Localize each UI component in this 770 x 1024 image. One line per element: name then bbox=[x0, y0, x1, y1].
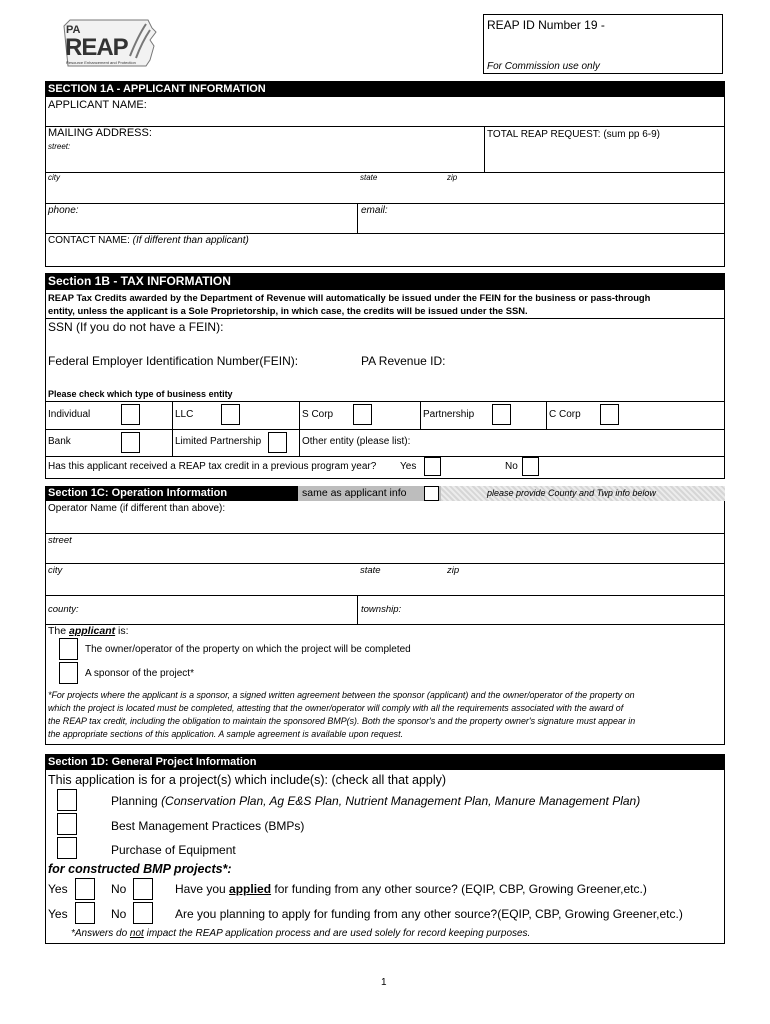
email-label: email: bbox=[361, 205, 388, 216]
commission-note: For Commission use only bbox=[487, 61, 600, 72]
section-1a-header: SECTION 1A - APPLICANT INFORMATION bbox=[45, 81, 725, 97]
contact-name-label: CONTACT NAME: (If different than applicant) bbox=[48, 235, 249, 246]
same-as-label: same as applicant info bbox=[302, 487, 407, 499]
answers-note: *Answers do not impact the REAP application process and are used solely for record keeping purposes. bbox=[71, 928, 531, 939]
prev-credit-yes-checkbox[interactable] bbox=[424, 457, 441, 476]
owner-operator-checkbox[interactable] bbox=[59, 638, 78, 660]
op-county-label: county: bbox=[48, 604, 79, 615]
prev-credit-no-checkbox[interactable] bbox=[522, 457, 539, 476]
mailing-address-label: MAILING ADDRESS: bbox=[48, 127, 152, 139]
page-number: 1 bbox=[381, 977, 387, 988]
op-zip-label: zip bbox=[447, 565, 460, 576]
entity-scorp-label: S Corp bbox=[302, 409, 334, 420]
tax-note-line2: entity, unless the applicant is a Sole Proprietorship, in which case, the credits will be issued under the SSN. bbox=[48, 305, 528, 316]
entity-partnership-checkbox[interactable] bbox=[492, 404, 511, 425]
entity-llc-checkbox[interactable] bbox=[221, 404, 240, 425]
entity-partnership-label: Partnership bbox=[423, 409, 475, 420]
op-street-label: street bbox=[48, 535, 72, 546]
phone-label: phone: bbox=[48, 205, 79, 216]
owner-operator-label: The owner/operator of the property on which the project will be completed bbox=[85, 644, 411, 655]
entity-scorp-checkbox[interactable] bbox=[353, 404, 372, 425]
total-request-label: TOTAL REAP REQUEST: (sum pp 6-9) bbox=[487, 129, 661, 140]
op-state-label: state bbox=[360, 565, 381, 576]
applicant-is-label: The applicant is: bbox=[48, 625, 129, 637]
q1-yes-label: Yes bbox=[48, 882, 68, 896]
fein-label: Federal Employer Identification Number(FEIN): bbox=[48, 354, 299, 368]
prev-credit-yes-label: Yes bbox=[400, 461, 417, 472]
bmp-checkbox[interactable] bbox=[57, 813, 77, 835]
section-1b-header: Section 1B - TAX INFORMATION bbox=[45, 273, 725, 290]
street-label: street: bbox=[48, 142, 71, 151]
op-township-label: township: bbox=[361, 604, 402, 615]
zip-label: zip bbox=[447, 173, 458, 182]
logo-pa: PA bbox=[66, 24, 81, 36]
section-1d-header: Section 1D: General Project Information bbox=[45, 754, 725, 770]
q2-no-label: No bbox=[111, 907, 127, 921]
q2-no-checkbox[interactable] bbox=[133, 902, 153, 924]
check-entity-label: Please check which type of business entity bbox=[48, 389, 233, 399]
logo-reap: REAP bbox=[65, 34, 128, 61]
operator-name-label: Operator Name (if different than above): bbox=[48, 503, 226, 514]
entity-ccorp-checkbox[interactable] bbox=[600, 404, 619, 425]
q2-question: Are you planning to apply for funding from any other source?(EQIP, CBP, Growing Greener,etc.) bbox=[175, 907, 683, 921]
entity-bank-checkbox[interactable] bbox=[121, 432, 140, 453]
city-label: city bbox=[48, 173, 60, 182]
sponsor-label: A sponsor of the project* bbox=[85, 668, 194, 679]
q2-yes-checkbox[interactable] bbox=[75, 902, 95, 924]
q1-no-checkbox[interactable] bbox=[133, 878, 153, 900]
state-label: state bbox=[360, 173, 378, 182]
pa-revenue-label: PA Revenue ID: bbox=[361, 354, 446, 368]
logo-tagline: Resource Enhancement and Protection bbox=[66, 60, 136, 65]
entity-individual-label: Individual bbox=[48, 409, 91, 420]
q1-yes-checkbox[interactable] bbox=[75, 878, 95, 900]
reap-logo bbox=[60, 16, 160, 70]
same-as-checkbox[interactable] bbox=[424, 486, 439, 501]
entity-lp-label: Limited Partnership bbox=[175, 436, 262, 447]
equipment-checkbox[interactable] bbox=[57, 837, 77, 859]
planning-label: Planning (Conservation Plan, Ag E&S Plan, Nutrient Management Plan, Manure Management Plan) bbox=[111, 794, 641, 808]
entity-llc-label: LLC bbox=[175, 409, 194, 420]
sponsor-footnote-2: which the project is located must be completed, attesting that the owner/operator will comply with all the requirements associated with the award of bbox=[48, 703, 624, 713]
op-city-label: city bbox=[48, 565, 63, 576]
ssn-label: SSN (If you do not have a FEIN): bbox=[48, 320, 224, 334]
equipment-label: Purchase of Equipment bbox=[111, 843, 236, 857]
project-intro: This application is for a project(s) which include(s): (check all that apply) bbox=[48, 773, 447, 787]
entity-individual-checkbox[interactable] bbox=[121, 404, 140, 425]
prev-credit-no-label: No bbox=[505, 461, 518, 472]
applicant-name-label: APPLICANT NAME: bbox=[48, 99, 147, 111]
tax-note-line1: REAP Tax Credits awarded by the Department of Revenue will automatically be issued under the FEIN for the business or pass-through bbox=[48, 292, 651, 303]
entity-other-label: Other entity (please list): bbox=[302, 436, 411, 447]
q1-question: Have you applied for funding from any other source? (EQIP, CBP, Growing Greener,etc.) bbox=[175, 882, 647, 896]
sponsor-footnote-4: the appropriate sections of this application. A sample agreement is available upon request. bbox=[48, 729, 404, 739]
sponsor-footnote-1: *For projects where the applicant is a sponsor, a signed written agreement between the sponsor (applicant) and the owner/operator of the property on bbox=[48, 690, 635, 700]
planning-checkbox[interactable] bbox=[57, 789, 77, 811]
prev-credit-question: Has this applicant received a REAP tax credit in a previous program year? bbox=[48, 461, 377, 472]
entity-ccorp-label: C Corp bbox=[549, 409, 581, 420]
sponsor-checkbox[interactable] bbox=[59, 662, 78, 684]
q1-no-label: No bbox=[111, 882, 127, 896]
bmp-label: Best Management Practices (BMPs) bbox=[111, 819, 305, 833]
entity-lp-checkbox[interactable] bbox=[268, 432, 287, 453]
section-1b-frame bbox=[45, 273, 725, 479]
entity-bank-label: Bank bbox=[48, 436, 71, 447]
constructed-bmp-heading: for constructed BMP projects*: bbox=[48, 862, 232, 876]
county-note: please provide County and Twp info below bbox=[487, 488, 656, 498]
reap-id-label: REAP ID Number 19 - bbox=[487, 18, 605, 32]
q2-yes-label: Yes bbox=[48, 907, 68, 921]
sponsor-footnote-3: the REAP tax credit, including the obligation to maintain the sponsored BMP(s). Both the sponsor's and the property owner's signature must appear in bbox=[48, 716, 636, 726]
section-1c-header: Section 1C: Operation Information bbox=[45, 486, 298, 501]
